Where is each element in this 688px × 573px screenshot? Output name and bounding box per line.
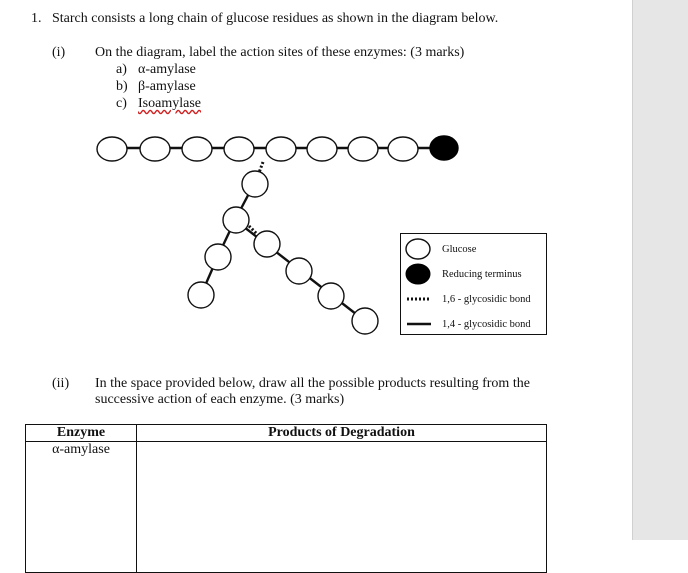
glucose-residues [97,137,418,334]
glucose-residue [318,283,344,309]
glucose-residue [97,137,127,161]
legend [400,233,547,335]
legend-label-bond-1-6: 1,6 - glycosidic bond [442,294,531,305]
glucose-residue [254,231,280,257]
question-text: Starch consists a long chain of glucose residues as shown in the diagram below. [52,11,499,26]
cell-products[interactable] [137,442,547,573]
header-products: Products of Degradation [137,425,547,442]
glucose-legend-icon [406,239,430,259]
products-table [25,424,547,573]
glucose-residue [188,282,214,308]
reducing-terminus-residue [430,136,458,160]
glucose-residue [224,137,254,161]
option-a-name: α-amylase [138,62,196,77]
glucose-residue [266,137,296,161]
glucose-residue [205,244,231,270]
glucose-residue [352,308,378,334]
option-c-letter: c) [116,96,127,111]
option-b-name: β-amylase [138,79,196,94]
glucose-residue [140,137,170,161]
part-ii-label: (ii) [52,376,70,391]
glucose-residue [242,171,268,197]
question-number: 1. [31,11,42,26]
option-c-name: Isoamylase [138,96,201,111]
part-ii-line1: In the space provided below, draw all the possible products resulting from the [95,376,530,391]
table-header-row [26,425,547,442]
glucose-residue [182,137,212,161]
glucose-residue [307,137,337,161]
legend-label-glucose: Glucose [442,244,477,255]
reducing-terminus-legend-icon [406,264,430,284]
option-b-letter: b) [116,79,128,94]
glucose-residue [286,258,312,284]
legend-label-bond-1-4: 1,4 - glycosidic bond [442,319,531,330]
glucose-residue [388,137,418,161]
part-i-label: (i) [52,45,66,60]
legend-label-reducing-terminus: Reducing terminus [442,269,522,280]
glucose-residue [348,137,378,161]
part-ii-line2: successive action of each enzyme. (3 marks) [95,392,345,407]
glucose-residue [223,207,249,233]
option-a-letter: a) [116,62,127,77]
table-row [26,442,547,573]
window-side-gutter [632,0,688,540]
part-i-text: On the diagram, label the action sites of these enzymes: (3 marks) [95,45,465,60]
cell-enzyme: α-amylase [26,442,137,573]
header-enzyme: Enzyme [26,425,137,442]
